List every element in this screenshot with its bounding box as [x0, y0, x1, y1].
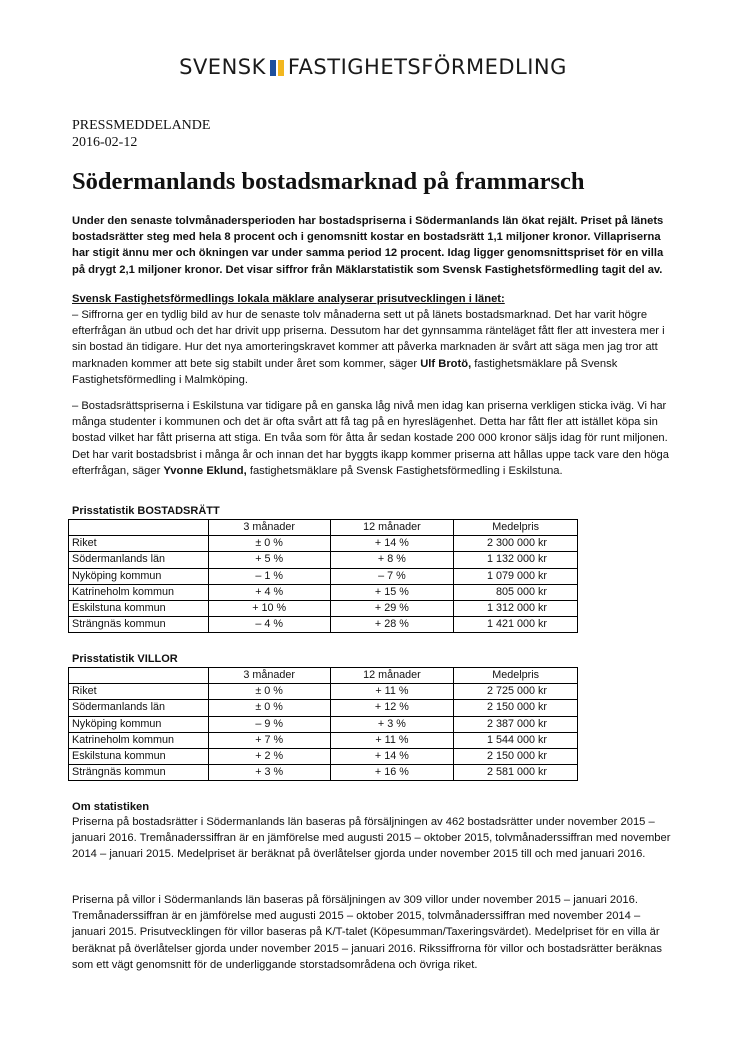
- region-cell: Nyköping kommun: [69, 568, 209, 584]
- table-title-villor: Prisstatistik VILLOR: [72, 653, 178, 665]
- table-row: [69, 765, 578, 781]
- avg-price-cell: 1 132 000 kr: [454, 552, 578, 568]
- avg-price-cell: 2 725 000 kr: [454, 684, 578, 700]
- lead-paragraph: Under den senaste tolvmånadersperioden har bostadspriserna i Södermanlands län ökat rejält. Priset på länets bostadsrätter steg med hela 8 procent och i genomsnitt kostar en bostadsrätt 1,1 miljoner kronor. Villapriserna har stigit ännu mer och ökningen var under samma period 12 procent. Idag ligger genomsnittspriset för en villa på drygt 2,1 miljoner kronor. Det visar siffror från Mäklarstatistik som Svensk Fastighetsförmedling tagit del av.: [72, 215, 664, 276]
- change-12m-cell: + 12 %: [330, 700, 454, 716]
- table-row: [69, 749, 578, 765]
- statistics-paragraph-2: Priserna på villor i Södermanlands län baseras på försäljningen av 309 villor under november 2015 – januari 2016. Tremånaderssiffran är en jämförelse med augusti 2015 – oktober 2015, tolvmånaderssiffran med november 2014 – januari 2015. Prisutvecklingen för villor baseras på K/T-talet (Köpesumman/Taxeringsvärdet). Medelpriset för en villa är beräknat på överlåtelser gjorda under november 2015 – januari 2016. Rikssiffrorna för villor och bostadsrätter beräknas som ett vägt genomsnitt för de underliggande storstadsområdena och övriga riket.: [72, 894, 662, 971]
- avg-price-cell: 1 312 000 kr: [454, 601, 578, 617]
- change-3m-cell: ± 0 %: [208, 684, 330, 700]
- header-cell: Medelpris: [454, 668, 578, 684]
- region-cell: Katrineholm kommun: [69, 584, 209, 600]
- quote-2-text: – Bostadsrättspriserna i Eskilstuna var tidigare på en ganska låg nivå men idag kan priserna verkligen sticka iväg. Vi har många studenter i kommunen och det är ofta svårt att få tag på en hyreslägenhet. Detta har fått fler att istället köpa sin bostad vilket har fått priserna att stiga. En tvåa som för åtta år sedan kostade 200 000 kronor säljs idag för runt miljonen. Det har varit bostadsbrist i många år och innan det har byggts ikapp kommer priserna att hållas uppe tack vare den höga efterfrågan, säger: [72, 400, 669, 477]
- avg-price-cell: 805 000 kr: [454, 584, 578, 600]
- avg-price-cell: 2 300 000 kr: [454, 536, 578, 552]
- quote-paragraph-2: [72, 398, 672, 479]
- company-logo: [0, 55, 746, 79]
- change-3m-cell: ± 0 %: [208, 536, 330, 552]
- statistics-paragraph-1: Priserna på bostadsrätter i Södermanlands län baseras på försäljningen av 462 bostadsrätter under november 2015 – januari 2016. Tremånaderssiffran är en jämförelse med augusti 2015 – oktober 2015, tolvmånaderssiffran med november 2014 – januari 2015. Medelpriset är beräknat på överlåtelser gjorda under november 2015 till och med januari 2016.: [72, 816, 671, 861]
- page-title: Södermanlands bostadsmarknad på frammarsch: [72, 168, 585, 195]
- analysis-heading: Svensk Fastighetsförmedlings lokala mäklare analyserar prisutvecklingen i länet:: [72, 293, 505, 305]
- table-row: [69, 536, 578, 552]
- change-3m-cell: + 7 %: [208, 732, 330, 748]
- change-3m-cell: + 10 %: [208, 601, 330, 617]
- change-12m-cell: + 3 %: [330, 716, 454, 732]
- quote-paragraph-1: [72, 307, 672, 388]
- table-row: [69, 684, 578, 700]
- change-12m-cell: + 28 %: [330, 617, 454, 633]
- region-cell: Katrineholm kommun: [69, 732, 209, 748]
- change-3m-cell: – 4 %: [208, 617, 330, 633]
- avg-price-cell: 2 150 000 kr: [454, 749, 578, 765]
- change-3m-cell: + 5 %: [208, 552, 330, 568]
- change-12m-cell: + 29 %: [330, 601, 454, 617]
- header-cell: [69, 668, 209, 684]
- change-12m-cell: + 14 %: [330, 749, 454, 765]
- header-cell: 12 månader: [330, 520, 454, 536]
- change-3m-cell: + 2 %: [208, 749, 330, 765]
- quote-2-tail: fastighetsmäklare på Svensk Fastighetsförmedling i Eskilstuna.: [246, 464, 563, 477]
- change-12m-cell: + 11 %: [330, 684, 454, 700]
- header-cell: 3 månader: [208, 520, 330, 536]
- price-table-villor: [68, 667, 578, 781]
- region-cell: Eskilstuna kommun: [69, 601, 209, 617]
- region-cell: Strängnäs kommun: [69, 617, 209, 633]
- quote-1-tail: fastighetsmäklare på Svensk Fastighetsförmedling i Malmköping.: [72, 357, 618, 386]
- change-12m-cell: + 15 %: [330, 584, 454, 600]
- table-row: [69, 552, 578, 568]
- region-cell: Riket: [69, 684, 209, 700]
- logo-text-right: FASTIGHETSFÖRMEDLING: [287, 55, 567, 79]
- statistics-heading: Om statistiken: [72, 801, 150, 813]
- change-12m-cell: + 16 %: [330, 765, 454, 781]
- avg-price-cell: 2 581 000 kr: [454, 765, 578, 781]
- avg-price-cell: 1 544 000 kr: [454, 732, 578, 748]
- table-row: [69, 601, 578, 617]
- header-cell: Medelpris: [454, 520, 578, 536]
- table-row: [69, 568, 578, 584]
- change-3m-cell: – 1 %: [208, 568, 330, 584]
- region-cell: Riket: [69, 536, 209, 552]
- avg-price-cell: 1 421 000 kr: [454, 617, 578, 633]
- region-cell: Södermanlands län: [69, 700, 209, 716]
- table-header-row: [69, 520, 578, 536]
- logo-text-left: SVENSK: [179, 55, 266, 79]
- quote-1-name: Ulf Brotö,: [420, 357, 472, 370]
- table-title-bostadsratt: Prisstatistik BOSTADSRÄTT: [72, 505, 220, 517]
- change-3m-cell: – 9 %: [208, 716, 330, 732]
- region-cell: Nyköping kommun: [69, 716, 209, 732]
- price-table-bostadsratt: [68, 519, 578, 633]
- logo-flag-icon: [270, 60, 284, 76]
- quote-2-name: Yvonne Eklund,: [163, 464, 247, 477]
- change-3m-cell: + 3 %: [208, 765, 330, 781]
- table-header-row: [69, 668, 578, 684]
- region-cell: Strängnäs kommun: [69, 765, 209, 781]
- table-row: [69, 617, 578, 633]
- region-cell: Eskilstuna kommun: [69, 749, 209, 765]
- table-row: [69, 700, 578, 716]
- avg-price-cell: 2 387 000 kr: [454, 716, 578, 732]
- avg-price-cell: 1 079 000 kr: [454, 568, 578, 584]
- change-3m-cell: + 4 %: [208, 584, 330, 600]
- header-cell: 12 månader: [330, 668, 454, 684]
- change-12m-cell: – 7 %: [330, 568, 454, 584]
- document-date: 2016-02-12: [72, 135, 138, 150]
- table-row: [69, 716, 578, 732]
- document-label: PRESSMEDDELANDE: [72, 118, 211, 133]
- header-cell: [69, 520, 209, 536]
- table-row: [69, 732, 578, 748]
- change-12m-cell: + 11 %: [330, 732, 454, 748]
- table-row: [69, 584, 578, 600]
- region-cell: Södermanlands län: [69, 552, 209, 568]
- avg-price-cell: 2 150 000 kr: [454, 700, 578, 716]
- change-12m-cell: + 8 %: [330, 552, 454, 568]
- change-12m-cell: + 14 %: [330, 536, 454, 552]
- header-cell: 3 månader: [208, 668, 330, 684]
- quote-1-text: – Siffrorna ger en tydlig bild av hur de senaste tolv månaderna sett ut på länets bostadsmarknad. Det har varit högre efterfrågan än utbud och det har drivit upp priserna. Dessutom har det gynnsamma ränteläget fått fler att investera mer i sin bostad än tidigare. Hur det nya amorteringskravet kommer att påverka marknaden är svårt att säga men jag tror att marknaden kommer att bete sig stabilt under året som kommer, säger: [72, 309, 665, 370]
- change-3m-cell: ± 0 %: [208, 700, 330, 716]
